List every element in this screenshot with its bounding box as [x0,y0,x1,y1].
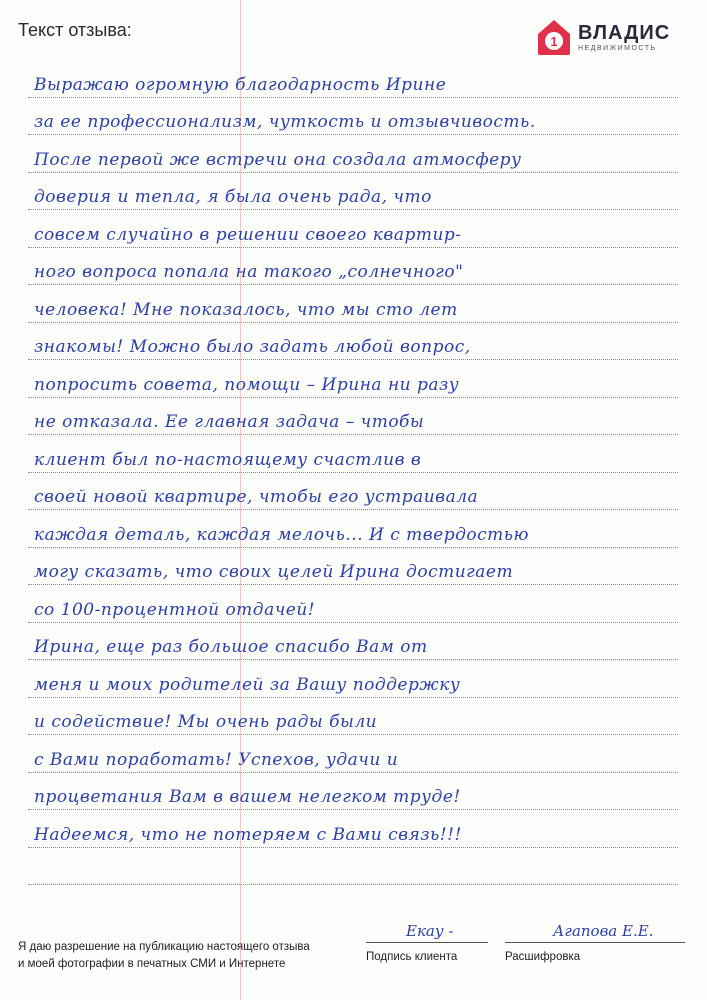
review-line-text: Выражаю огромную благодарность Ирине [34,74,447,95]
consent-line-1: Я даю разрешение на публикацию настоящего отзыва [18,941,310,953]
review-line-text: своей новой квартире, чтобы его устраивала [34,487,479,507]
review-line [28,623,678,661]
review-line [28,585,678,623]
signature-line [366,920,488,943]
review-line-text: каждая деталь, каждая мелочь... И с твердостью [34,524,529,545]
publication-consent [18,939,348,973]
review-line-text: могу сказать, что своих целей Ирина достигает [34,562,514,582]
decoding-caption: Расшифровка [505,951,581,963]
handwritten-review [28,60,678,885]
review-line [28,810,678,848]
review-line [28,60,678,98]
review-line-text: со 100-процентной отдачей! [34,599,316,620]
brand-name: ВЛАДИС [578,21,671,44]
review-line-text: совсем случайно в решении своего квартир- [34,224,462,245]
review-line [28,698,678,736]
brand-logo [536,18,670,56]
review-line [28,660,678,698]
review-line [28,135,678,173]
review-line-text: После первой же встречи она создала атмосферу [34,149,522,170]
review-line-text: с Вами поработать! Успехов, удачи и [34,749,399,770]
brand-subtitle: НЕДВИЖИМОСТЬ [578,44,657,52]
review-line [28,173,678,211]
decoding-line [505,920,685,943]
review-line-text: доверия и тепла, я была очень рада, что [34,187,432,207]
review-line-empty [28,848,678,886]
form-title: Текст отзыва: [18,20,132,40]
review-line-text: и содействие! Мы очень рады были [34,712,378,732]
review-line [28,360,678,398]
review-line-text: не отказала. Ее главная задача – чтобы [34,412,425,432]
review-line [28,473,678,511]
review-line [28,773,678,811]
review-line-text: процветания Вам в вашем нелегком труде! [34,787,461,807]
review-line [28,735,678,773]
review-line [28,285,678,323]
review-line [28,548,678,586]
review-line [28,323,678,361]
signature-block [366,920,488,963]
review-line-text: человека! Мне показалось, что мы сто лет [34,299,458,320]
signature-caption: Подпись клиента [366,951,458,963]
review-line-text: Ирина, еще раз большое спасибо Вам от [34,637,428,657]
review-line-text: Надеемся, что не потеряем с Вами связь!!! [34,824,462,845]
house-logo-icon [536,18,572,56]
review-line [28,98,678,136]
review-line-text: знакомы! Можно было задать любой вопрос, [34,337,471,357]
decoding-block [505,920,685,963]
review-line-text: попросить совета, помощи – Ирина ни разу [34,374,460,395]
review-line-text: меня и моих родителей за Вашу поддержку [34,674,461,695]
review-line [28,398,678,436]
review-line [28,435,678,473]
client-name-handwritten: Агапова Е.Е. [553,922,654,940]
client-signature: Екау - [406,922,454,940]
review-line [28,510,678,548]
review-line-text: ного вопроса попала на такого „солнечного" [34,262,464,282]
review-line-text: клиент был по-настоящему счастлив в [34,449,422,470]
review-line [28,210,678,248]
review-line-text: за ее профессионализм, чуткость и отзывчивость. [34,112,536,132]
logo-digit: 1 [550,34,558,49]
consent-line-2: и моей фотографии в печатных СМИ и Интернете [18,958,286,970]
review-line [28,248,678,286]
